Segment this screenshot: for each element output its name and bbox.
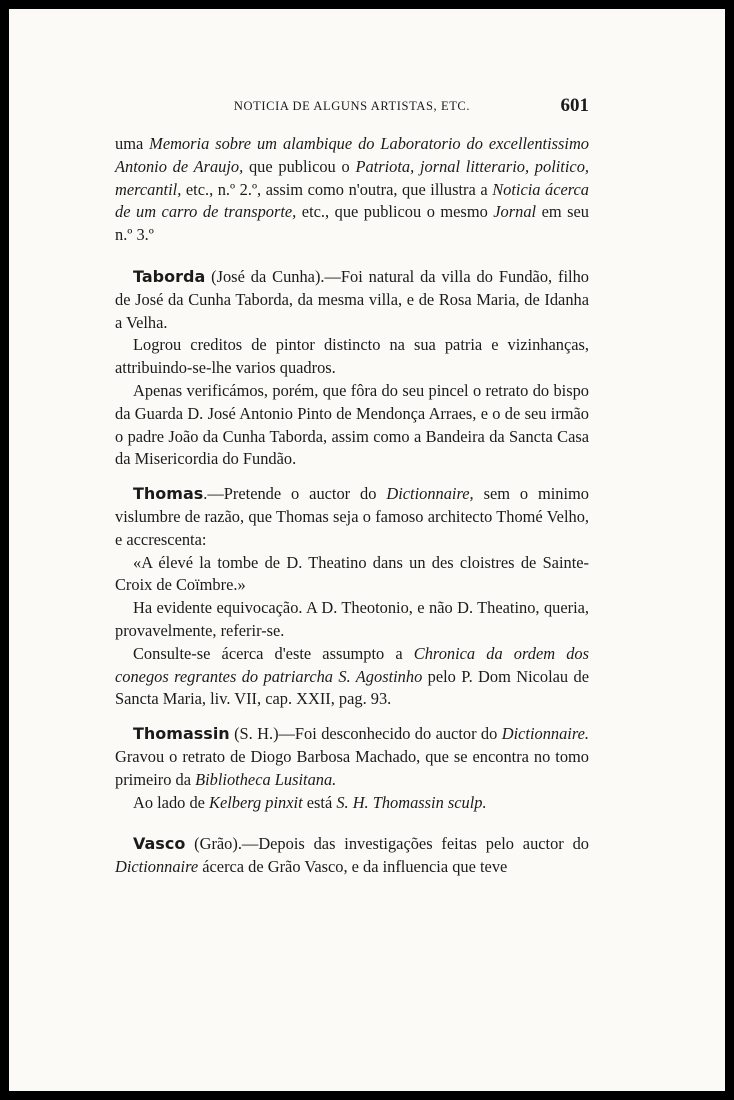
thomassin-p2-text-2: está bbox=[302, 792, 337, 812]
entry-thomas bbox=[115, 483, 589, 551]
entry-vasco bbox=[115, 833, 589, 879]
thomas-p4-text-1: Consulte-se ácerca d'este assumpto a bbox=[133, 643, 414, 663]
thomas-paragraph-4 bbox=[115, 643, 589, 711]
thomas-text-2: sem o minimo vislumbre de razão, que Thomas seja o famoso architecto Thomé Velho, e accrescenta: bbox=[115, 484, 590, 549]
running-title: NOTICIA DE ALGUNS ARTISTAS, ETC. bbox=[233, 99, 471, 113]
intro-italic-2: Patriota, jornal litterario, politico, mercantil, bbox=[115, 156, 589, 199]
thomassin-text-1: (S. H.)—Foi desconhecido do auctor do bbox=[229, 724, 502, 744]
taborda-paragraph-3: Apenas verificámos, porém, que fôra do seu pincel o retrato do bispo da Guarda D. José Antonio Pinto de Mendonça Arraes, e o de seu irmão o padre João da Cunha Taborda, assim como a Bandeira da Sancta Casa da Misericordia do Fundão. bbox=[115, 380, 589, 469]
intro-italic-3: Noticia ácerca de um carro de transporte, bbox=[115, 179, 590, 222]
intro-italic-4: Jornal bbox=[493, 202, 537, 222]
vasco-text-1: (Grão).—Depois das investigações feitas pelo auctor do bbox=[185, 834, 589, 854]
intro-italic-1: Memoria sobre um alambique do Laboratorio do excellentissimo Antonio de Araujo, bbox=[115, 134, 589, 176]
intro-text-4: etc., que publicou o mesmo bbox=[296, 202, 494, 222]
vasco-text-2: ácerca de Grão Vasco, e da influencia que teve bbox=[198, 857, 508, 877]
page-number: 601 bbox=[560, 95, 589, 116]
headword-taborda: Taborda bbox=[133, 266, 206, 286]
intro-text-2: que publicou o bbox=[243, 156, 356, 176]
headword-thomassin: Thomassin bbox=[133, 724, 230, 744]
thomassin-p2-text-1: Ao lado de bbox=[133, 792, 210, 812]
intro-text-3: etc., n.º 2.º, assim como n'outra, que illustra a bbox=[181, 179, 493, 199]
thomassin-italic-2: Bibliotheca Lusitana. bbox=[195, 769, 337, 789]
headword-thomas: Thomas bbox=[133, 484, 204, 504]
book-page bbox=[9, 9, 725, 1091]
entry-thomassin bbox=[115, 723, 589, 791]
thomassin-p2-italic-2: S. H. Thomassin sculp. bbox=[336, 792, 487, 812]
thomas-italic-1: Dictionnaire, bbox=[386, 484, 474, 504]
thomas-p4-text-2: pelo P. Dom Nicolau de Sancta Maria, liv. VII, cap. XXII, pag. 93. bbox=[115, 666, 589, 709]
thomassin-italic-1: Dictionnaire. bbox=[501, 724, 589, 744]
intro-text-5: em seu n.º 3.º bbox=[115, 202, 589, 245]
intro-paragraph bbox=[115, 133, 589, 247]
intro-text-1: uma bbox=[115, 134, 150, 153]
thomas-p4-italic-1: Chronica da ordem dos conegos regrantes do patriarcha S. Agostinho bbox=[115, 643, 589, 686]
thomas-text-1: .—Pretende o auctor do bbox=[203, 484, 387, 504]
thomas-paragraph-3: Ha evidente equivocação. A D. Theotonio, e não D. Theatino, queria, provavelmente, referir-se. bbox=[115, 598, 589, 640]
thomas-quote: «A élevé la tombe de D. Theatino dans un des cloistres de Sainte-Croix de Coïmbre.» bbox=[115, 552, 589, 595]
taborda-paragraph-2: Logrou creditos de pintor distincto na sua patria e vizinhanças, attribuindo-se-lhe varios quadros. bbox=[115, 335, 589, 378]
vasco-italic-1: Dictionnaire bbox=[115, 857, 199, 877]
thomassin-paragraph-2 bbox=[115, 792, 589, 815]
page-header bbox=[115, 97, 589, 119]
thomassin-text-2: Gravou o retrato de Diogo Barbosa Machado, que se encontra no tomo primeiro da bbox=[115, 746, 589, 789]
thomassin-p2-italic-1: Kelberg pinxit bbox=[209, 792, 303, 812]
headword-vasco: Vasco bbox=[133, 834, 186, 854]
entry-taborda bbox=[115, 266, 589, 334]
body-text bbox=[115, 133, 589, 879]
taborda-text-1: (José da Cunha).—Foi natural da villa do Fundão, filho de José da Cunha Taborda, da mesma villa, e de Rosa Maria, de Idanha a Velha. bbox=[115, 266, 589, 332]
